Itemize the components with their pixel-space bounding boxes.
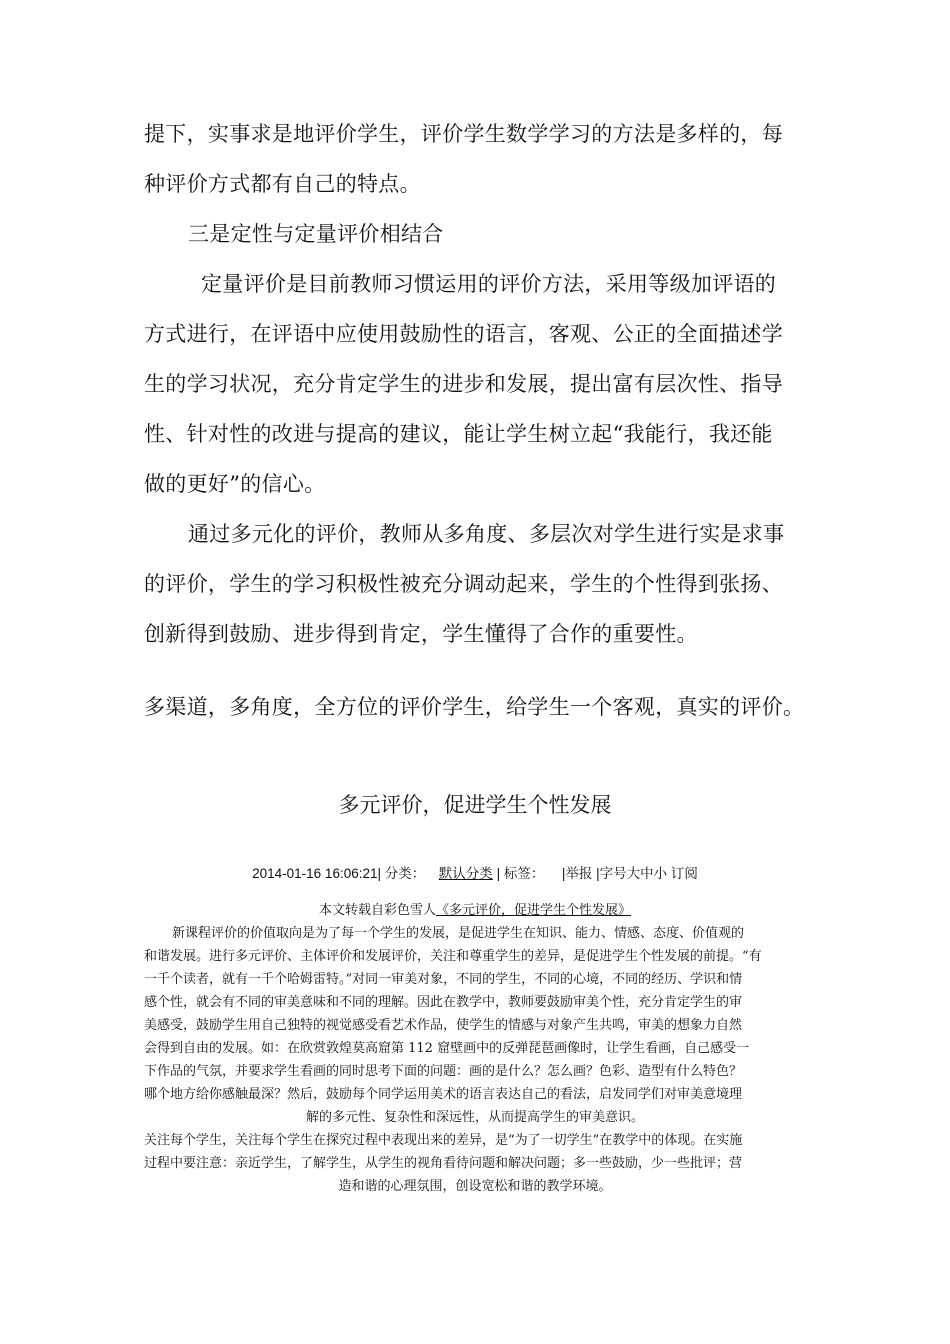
paragraph-line: 生的学习状况，充分肯定学生的进步和发展，提出富有层次性、指导 bbox=[144, 372, 783, 396]
article-line: 下作品的气氛，并要求学生看画的同时思考下面的问题：画的是什么？怎么画？色彩、造型有什么特色？ bbox=[144, 1064, 743, 1079]
paragraph-line: 通过多元化的评价，教师从多角度、多层次对学生进行实是求事 bbox=[188, 522, 785, 546]
paragraph-line: 定量评价是目前教师习惯运用的评价方法，采用等级加评语的 bbox=[201, 272, 777, 296]
meta-tags-label: | 标签： bbox=[496, 866, 545, 881]
paragraph-line: 的评价，学生的学习积极性被充分调动起来，学生的个性得到张扬、 bbox=[144, 572, 783, 596]
section-heading: 三是定性与定量评价相结合 bbox=[188, 222, 444, 246]
summary-line: 多渠道，多角度，全方位的评价学生，给学生一个客观，真实的评价。 bbox=[144, 695, 805, 719]
paragraph-line: 提下，实事求是地评价学生，评价学生数学学习的方法是多样的，每 bbox=[144, 122, 783, 146]
meta-actions[interactable]: |举报 |字号大中小 订阅 bbox=[561, 866, 698, 881]
article-line: 解的多元性、复杂性和深远性，从而提高学生的审美意识。 bbox=[305, 1110, 644, 1125]
article-line: 和谐发展。进行多元评价、主体评价和发展评价，关注和尊重学生的差异，是促进学生个性发展的前提。“有 bbox=[144, 949, 762, 964]
article-line: 感个性，就会有不同的审美意味和不同的理解。因此在教学中，教师要鼓励审美个性，充分肯定学生的审 bbox=[144, 995, 743, 1010]
article-line: 造和谐的心理氛围，创设宽松和谐的教学环境。 bbox=[338, 1179, 612, 1194]
meta-category-label: 分类： bbox=[384, 866, 426, 881]
paragraph-line: 种评价方式都有自己的特点。 bbox=[144, 172, 421, 196]
article-line: 一千个读者，就有一千个哈姆雷特。”对同一审美对象，不同的学生，不同的心境，不同的经历、学识和情 bbox=[144, 972, 743, 987]
source-link[interactable]: 《多元评价，促进学生个性发展》 bbox=[436, 903, 632, 918]
article-line: 过程中要注意：亲近学生，了解学生，从学生的视角看待问题和解决问题；多一些鼓励，少一些批评；营 bbox=[144, 1156, 743, 1171]
source-prefix: 本文转载自彩色雪人 bbox=[318, 903, 436, 918]
category-link[interactable]: 默认分类 bbox=[438, 866, 493, 881]
article-line: 会得到自由的发展。如：在欣赏敦煌莫高窟第 112 窟壁画中的反弹琵琶画像时，让学生看画，自己感受一 bbox=[144, 1041, 750, 1056]
paragraph-line: 性、针对性的改进与提高的建议，能让学生树立起“我能行，我还能 bbox=[144, 422, 773, 446]
paragraph-line: 创新得到鼓励、进步得到肯定，学生懂得了合作的重要性。 bbox=[144, 622, 698, 646]
article-title: 多元评价，促进学生个性发展 bbox=[338, 793, 612, 817]
source-line bbox=[0, 901, 950, 920]
article-line: 美感受，鼓励学生用自己独特的视觉感受看艺术作品，使学生的情感与对象产生共鸣，审美的想象力自然 bbox=[144, 1018, 743, 1033]
article-line: 新课程评价的价值取向是为了每一个学生的发展，是促进学生在知识、能力、情感、态度、价值观的 bbox=[172, 926, 745, 941]
meta-datetime: 2014-01-16 16:06:21| bbox=[252, 866, 381, 881]
article-line: 哪个地方给你感触最深？然后，鼓励每个同学运用美术的语言表达自己的看法，启发同学们对审美意境理 bbox=[144, 1087, 743, 1102]
paragraph-line: 方式进行，在评语中应使用鼓励性的语言，客观、公正的全面描述学 bbox=[144, 322, 783, 346]
article-line: 关注每个学生，关注每个学生在探究过程中表现出来的差异，是“为了一切学生”在教学中的体现。在实施 bbox=[144, 1133, 743, 1148]
article-meta bbox=[0, 862, 950, 882]
paragraph-line: 做的更好”的信心。 bbox=[144, 472, 326, 496]
